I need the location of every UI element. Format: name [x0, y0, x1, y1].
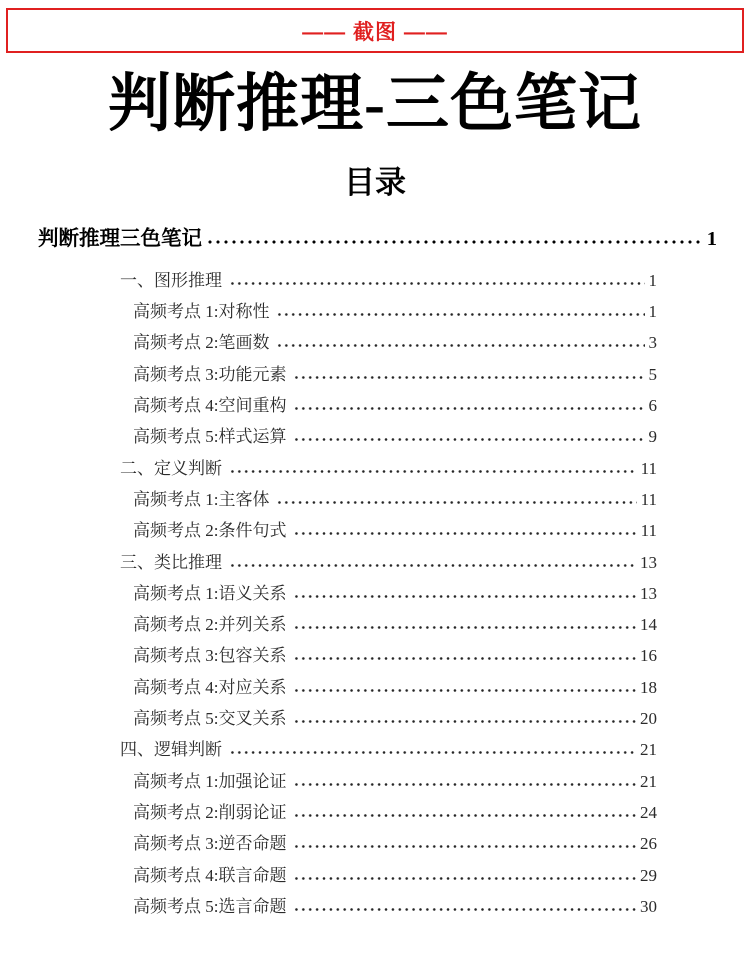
toc — [38, 221, 717, 923]
toc-entry[interactable] — [38, 360, 657, 391]
toc-entry-page: 16 — [640, 646, 657, 666]
toc-entry[interactable] — [38, 516, 657, 547]
toc-entry-label: 高频考点 1:对称性 — [133, 302, 270, 322]
toc-entry-page: 21 — [640, 771, 657, 791]
toc-entry-label: 一、图形推理 — [120, 270, 222, 290]
dot-leader — [293, 844, 636, 849]
toc-entry-page: 1 — [648, 270, 657, 290]
dot-leader — [229, 281, 645, 286]
toc-entry[interactable] — [38, 829, 657, 860]
toc-entry[interactable] — [38, 892, 657, 923]
toc-entry-label: 高频考点 4:对应关系 — [133, 677, 287, 697]
toc-entry[interactable] — [38, 328, 657, 359]
toc-entry[interactable] — [38, 767, 657, 798]
toc-entry-page: 21 — [640, 740, 657, 760]
toc-entry-page: 9 — [648, 427, 657, 447]
toc-entry[interactable] — [38, 798, 657, 829]
toc-entry-label: 高频考点 2:削弱论证 — [133, 802, 287, 822]
toc-entry-page: 26 — [640, 834, 657, 854]
dot-leader — [293, 688, 636, 693]
dot-leader — [276, 343, 644, 348]
toc-entry-page: 6 — [648, 396, 657, 416]
dot-leader — [229, 469, 637, 474]
toc-entry-main[interactable] — [38, 221, 717, 253]
toc-entry-label: 高频考点 1:加强论证 — [133, 771, 287, 791]
toc-entry[interactable] — [38, 641, 657, 672]
toc-entry-label: 高频考点 1:语义关系 — [133, 583, 287, 603]
toc-heading: 目录 — [344, 164, 406, 200]
toc-entry-page: 11 — [640, 489, 657, 509]
toc-entry-page: 30 — [640, 896, 657, 916]
toc-entry[interactable] — [38, 704, 657, 735]
toc-entry-label: 四、逻辑判断 — [120, 740, 222, 760]
toc-entry-label: 高频考点 4:联言命题 — [133, 865, 287, 885]
toc-entry-page: 13 — [640, 552, 657, 572]
toc-entry-page: 20 — [640, 709, 657, 729]
toc-entry[interactable] — [38, 610, 657, 641]
page-title: 判断推理-三色笔记 — [108, 69, 642, 139]
toc-entry-page: 18 — [640, 677, 657, 697]
dot-leader — [293, 782, 636, 787]
toc-entry[interactable] — [38, 735, 657, 766]
toc-entries — [38, 266, 657, 923]
toc-entry[interactable] — [38, 454, 657, 485]
toc-entry-label: 高频考点 2:并列关系 — [133, 615, 287, 635]
toc-entry[interactable] — [38, 391, 657, 422]
toc-entry-label: 高频考点 3:逆否命题 — [133, 834, 287, 854]
toc-entry-page: 3 — [648, 333, 657, 353]
toc-entry-label: 高频考点 5:交叉关系 — [133, 709, 287, 729]
dot-leader — [293, 406, 644, 411]
dot-leader — [206, 239, 701, 245]
screenshot-banner — [6, 8, 744, 53]
toc-entry-label: 二、定义判断 — [120, 458, 222, 478]
toc-entry-label: 高频考点 5:选言命题 — [133, 896, 287, 916]
dot-leader — [229, 750, 636, 755]
toc-entry-label: 高频考点 4:空间重构 — [133, 396, 287, 416]
toc-entry-page: 5 — [648, 364, 657, 384]
toc-entry-page: 1 — [706, 227, 717, 250]
toc-entry-page: 14 — [640, 615, 657, 635]
dot-leader — [229, 563, 636, 568]
dot-leader — [293, 656, 636, 661]
dot-leader — [293, 375, 644, 380]
toc-entry-label: 高频考点 5:样式运算 — [133, 427, 287, 447]
toc-entry-label: 高频考点 2:条件句式 — [133, 521, 287, 541]
dot-leader — [276, 500, 636, 505]
dot-leader — [293, 876, 636, 881]
dot-leader — [276, 312, 644, 317]
toc-entry-page: 29 — [640, 865, 657, 885]
dot-leader — [293, 437, 644, 442]
dot-leader — [293, 907, 636, 912]
toc-entry-page: 1 — [648, 302, 657, 322]
dot-leader — [293, 531, 636, 536]
toc-entry-label: 高频考点 2:笔画数 — [133, 333, 270, 353]
toc-entry-label: 三、类比推理 — [120, 552, 222, 572]
screenshot-banner-label: —— 截图 —— — [302, 20, 448, 44]
toc-entry[interactable] — [38, 579, 657, 610]
dot-leader — [293, 719, 636, 724]
toc-entry[interactable] — [38, 422, 657, 453]
toc-entry-page: 24 — [640, 802, 657, 822]
toc-entry-label: 高频考点 3:包容关系 — [133, 646, 287, 666]
toc-entry-page: 13 — [640, 583, 657, 603]
toc-entry-label: 判断推理三色笔记 — [38, 226, 202, 250]
toc-entry[interactable] — [38, 485, 657, 516]
dot-leader — [293, 813, 636, 818]
toc-entry-label: 高频考点 3:功能元素 — [133, 364, 287, 384]
toc-entry-page: 11 — [640, 458, 657, 478]
toc-entry-page: 11 — [640, 521, 657, 541]
toc-entry-label: 高频考点 1:主客体 — [133, 489, 270, 509]
toc-entry[interactable] — [38, 673, 657, 704]
dot-leader — [293, 594, 636, 599]
dot-leader — [293, 625, 636, 630]
toc-entry[interactable] — [38, 266, 657, 297]
toc-entry[interactable] — [38, 297, 657, 328]
toc-entry[interactable] — [38, 548, 657, 579]
toc-entry[interactable] — [38, 861, 657, 892]
